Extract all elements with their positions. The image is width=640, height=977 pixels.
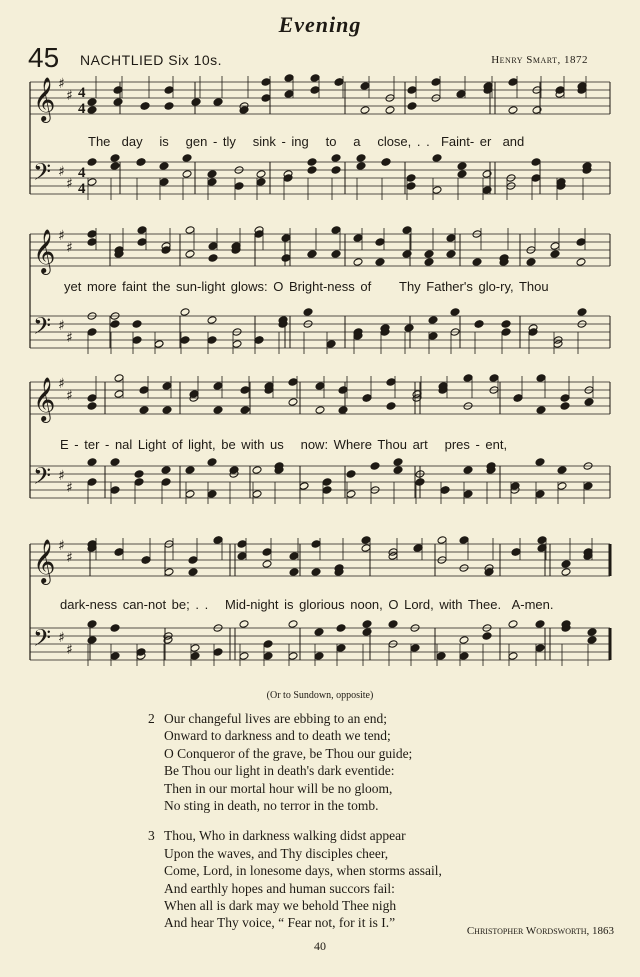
notehead [587, 628, 597, 637]
notehead [334, 78, 344, 87]
notehead [137, 226, 147, 235]
notehead [191, 98, 201, 107]
notehead [180, 336, 190, 345]
notehead [424, 250, 434, 259]
notehead [432, 186, 442, 195]
notehead [550, 242, 560, 251]
notehead [508, 78, 518, 87]
sharp-icon: ♯ [58, 538, 65, 554]
time-signature-top: 4 [78, 85, 86, 101]
time-signature-bottom: 4 [78, 181, 86, 197]
notehead [501, 320, 511, 329]
notehead [229, 466, 239, 475]
notehead [252, 490, 262, 499]
sharp-icon: ♯ [66, 480, 73, 496]
notehead [159, 162, 169, 171]
notehead [536, 374, 546, 383]
time-signature-top: 4 [78, 165, 86, 181]
sharp-icon: ♯ [58, 318, 65, 334]
notehead [508, 652, 518, 661]
notehead [472, 258, 482, 267]
notehead [360, 82, 370, 91]
notehead [263, 652, 273, 661]
notehead [311, 540, 321, 549]
notehead [110, 624, 120, 633]
notehead [407, 86, 417, 95]
notehead [338, 386, 348, 395]
notehead [356, 162, 366, 171]
notehead [110, 320, 120, 329]
notehead [413, 544, 423, 553]
notehead [326, 340, 336, 349]
lyric-line-3: E - ter - nal Light of light, be with us now: Where Thou art pres - ent, [60, 437, 508, 452]
alternate-tune-note: (Or to Sundown, opposite) [266, 690, 374, 701]
notehead [87, 402, 97, 411]
notehead [482, 632, 492, 641]
notehead [185, 250, 195, 259]
notehead [338, 406, 348, 415]
notehead [87, 178, 97, 187]
notehead [450, 308, 460, 317]
notehead [456, 90, 466, 99]
notehead [189, 390, 199, 399]
notehead [336, 644, 346, 653]
notehead [207, 178, 217, 187]
notehead [360, 106, 370, 115]
notehead [526, 258, 536, 267]
notehead [162, 382, 172, 391]
notehead [262, 548, 272, 557]
notehead [459, 536, 469, 545]
notehead [474, 320, 484, 329]
notehead [136, 648, 146, 657]
notehead [410, 644, 420, 653]
notehead [370, 462, 380, 471]
author-credit: Christopher Wordsworth, 1863 [466, 925, 614, 937]
notehead [353, 234, 363, 243]
treble-clef-icon: 𝄞 [33, 229, 56, 273]
notehead [263, 640, 273, 649]
lyric-line-2: yet more faint the sun-light glows: O Bright-ness of Thy Father's glo-ry, Thou [64, 279, 549, 294]
notehead [361, 536, 371, 545]
notehead [406, 174, 416, 183]
notehead [237, 540, 247, 549]
notehead [457, 170, 467, 179]
notehead [240, 386, 250, 395]
notehead [256, 178, 266, 187]
notehead [207, 316, 217, 325]
notehead [110, 486, 120, 495]
notehead [185, 466, 195, 475]
verse-line: And hear Thy voice, “ Fear not, for it is I.” [164, 915, 396, 931]
notehead [361, 544, 371, 553]
notehead [463, 466, 473, 475]
stanza-2 [150, 710, 442, 814]
sharp-icon: ♯ [66, 388, 73, 404]
time-signature-bottom: 4 [78, 101, 86, 117]
notehead [190, 652, 200, 661]
notehead [459, 652, 469, 661]
notehead [336, 624, 346, 633]
notehead [375, 258, 385, 267]
notehead [87, 328, 97, 337]
notehead [182, 154, 192, 163]
notehead [164, 568, 174, 577]
notehead [207, 490, 217, 499]
verse-line: Then in our mortal hour will be no gloom, [164, 780, 393, 796]
notehead [237, 552, 247, 561]
notehead [424, 258, 434, 267]
verse-line: Upon the waves, and Thy disciples cheer, [164, 845, 389, 861]
notehead [141, 556, 151, 565]
bass-clef-icon: 𝄢 [33, 312, 52, 345]
notehead [87, 238, 97, 247]
notehead [535, 490, 545, 499]
tune-name: NACHTLIED Six 10s. [80, 52, 223, 68]
notehead [356, 154, 366, 163]
notehead [234, 182, 244, 191]
verse-line: O Conqueror of the grave, be Thou our guide; [164, 745, 413, 761]
notehead [331, 166, 341, 175]
notehead [510, 482, 520, 491]
notehead [232, 340, 242, 349]
notehead [307, 250, 317, 259]
hymn-title: Evening [278, 12, 362, 37]
notehead [346, 470, 356, 479]
notehead [428, 316, 438, 325]
notehead [262, 560, 272, 569]
notehead [406, 182, 416, 191]
notehead [331, 226, 341, 235]
notehead [307, 166, 317, 175]
notehead [393, 458, 403, 467]
notehead [415, 478, 425, 487]
notehead [113, 98, 123, 107]
notehead [314, 652, 324, 661]
notehead [388, 552, 398, 561]
notehead [385, 106, 395, 115]
notehead [587, 636, 597, 645]
notehead [139, 386, 149, 395]
sharp-icon: ♯ [66, 642, 73, 658]
verses [150, 710, 442, 945]
sharp-icon: ♯ [58, 164, 65, 180]
notehead [114, 390, 124, 399]
notehead [288, 378, 298, 387]
notehead [315, 406, 325, 415]
notehead [161, 478, 171, 487]
notehead [386, 378, 396, 387]
notehead [87, 230, 97, 239]
notehead [110, 162, 120, 171]
notehead [550, 250, 560, 259]
notehead [110, 154, 120, 163]
notehead [393, 466, 403, 475]
notehead [87, 394, 97, 403]
notehead [284, 74, 294, 83]
notehead [381, 158, 391, 167]
notehead [457, 162, 467, 171]
treble-clef-icon: 𝄞 [33, 377, 56, 421]
notehead [431, 78, 441, 87]
notehead [531, 158, 541, 167]
notehead [561, 560, 571, 569]
notehead [139, 406, 149, 415]
notehead [446, 250, 456, 259]
notehead [508, 620, 518, 629]
notehead [353, 258, 363, 267]
notehead [87, 458, 97, 467]
bass-clef-icon: 𝄢 [33, 462, 52, 495]
notehead [188, 568, 198, 577]
notehead [87, 636, 97, 645]
sharp-icon: ♯ [66, 176, 73, 192]
notehead [513, 394, 523, 403]
notehead [288, 620, 298, 629]
notehead [388, 620, 398, 629]
stanza-3 [150, 827, 442, 931]
notehead [87, 98, 97, 107]
notehead [213, 406, 223, 415]
notehead [315, 382, 325, 391]
notehead [508, 106, 518, 115]
notehead [154, 340, 164, 349]
verse-line: Our changeful lives are ebbing to an end; [164, 711, 388, 726]
notehead [208, 254, 218, 263]
notehead [576, 238, 586, 247]
notehead [140, 102, 150, 111]
lyric-line-1: The day is gen - tly sink - ing to a close, . . Faint- er and [88, 134, 525, 149]
notehead [110, 458, 120, 467]
sharp-icon: ♯ [58, 76, 65, 92]
notehead [536, 406, 546, 415]
notehead [164, 86, 174, 95]
notehead [463, 490, 473, 499]
notehead [239, 620, 249, 629]
notehead [185, 490, 195, 499]
hymn-number: 45 [28, 42, 60, 73]
notehead [254, 336, 264, 345]
notehead [87, 478, 97, 487]
notehead [303, 308, 313, 317]
notehead [134, 478, 144, 487]
notehead [535, 458, 545, 467]
verse-line: Thou, Who in darkness walking didst appear [164, 828, 406, 844]
notehead [87, 106, 97, 115]
notehead [87, 158, 97, 167]
notehead [375, 238, 385, 247]
sharp-icon: ♯ [66, 240, 73, 256]
notehead [314, 628, 324, 637]
sharp-icon: ♯ [58, 376, 65, 392]
notehead [207, 458, 217, 467]
notehead [110, 652, 120, 661]
notehead [428, 332, 438, 341]
notehead [560, 402, 570, 411]
notehead [185, 226, 195, 235]
notehead [386, 402, 396, 411]
notehead [137, 238, 147, 247]
notehead [132, 336, 142, 345]
notehead [576, 258, 586, 267]
treble-clef-icon: 𝄞 [33, 77, 56, 121]
sharp-icon: ♯ [58, 630, 65, 646]
notehead [311, 568, 321, 577]
notehead [362, 620, 372, 629]
notehead [213, 648, 223, 657]
sharp-icon: ♯ [58, 228, 65, 244]
notehead [208, 242, 218, 251]
notehead [557, 466, 567, 475]
notehead [362, 394, 372, 403]
notehead [113, 86, 123, 95]
notehead [432, 154, 442, 163]
sharp-icon: ♯ [66, 88, 73, 104]
notehead [322, 478, 332, 487]
notehead [489, 374, 499, 383]
verse-line: No sting in death, no terror in the tomb. [164, 798, 379, 814]
notehead [190, 644, 200, 653]
stanza-number: 3 [148, 828, 155, 844]
notehead [162, 406, 172, 415]
notehead [213, 536, 223, 545]
notehead [207, 170, 217, 179]
notehead [180, 308, 190, 317]
notehead [501, 328, 511, 337]
notehead [407, 102, 417, 111]
bass-clef-icon: 𝄢 [33, 624, 52, 657]
notehead [299, 482, 309, 491]
notehead [261, 78, 271, 87]
notehead [484, 568, 494, 577]
notehead [331, 154, 341, 163]
notehead [281, 234, 291, 243]
notehead [114, 548, 124, 557]
notehead [463, 374, 473, 383]
notehead [437, 536, 447, 545]
notehead [577, 308, 587, 317]
notehead [331, 250, 341, 259]
notehead [114, 374, 124, 383]
stanza-number: 2 [148, 711, 155, 726]
notehead [310, 74, 320, 83]
notehead [240, 406, 250, 415]
notehead [446, 234, 456, 243]
notehead [256, 170, 266, 179]
notehead [557, 482, 567, 491]
notehead [310, 86, 320, 95]
lyric-line-4: dark-ness can-not be; . . Mid-night is glorious noon, O Lord, with Thee. A-men. [60, 597, 554, 612]
verse-line: Be Thou our light in death's dark eventide: [164, 763, 395, 779]
notehead [207, 336, 217, 345]
notehead [87, 620, 97, 629]
notehead [213, 382, 223, 391]
notehead [288, 652, 298, 661]
notehead [289, 568, 299, 577]
sharp-icon: ♯ [66, 550, 73, 566]
notehead [535, 644, 545, 653]
notehead [284, 90, 294, 99]
notehead [132, 320, 142, 329]
notehead [535, 620, 545, 629]
notehead [281, 254, 291, 263]
notehead [346, 490, 356, 499]
notehead [182, 170, 192, 179]
sharp-icon: ♯ [58, 468, 65, 484]
notehead [584, 398, 594, 407]
notehead [322, 486, 332, 495]
page-number: 40 [314, 939, 326, 953]
notehead [288, 398, 298, 407]
notehead [537, 536, 547, 545]
composer-credit: Henry Smart, 1872 [491, 54, 588, 66]
notehead [254, 230, 264, 239]
notehead [188, 556, 198, 565]
notehead [252, 466, 262, 475]
notehead [560, 394, 570, 403]
notehead [159, 178, 169, 187]
notehead [239, 652, 249, 661]
bass-clef-icon: 𝄢 [33, 158, 52, 191]
verse-line: Onward to darkness and to death we tend; [164, 728, 391, 744]
notehead [528, 328, 538, 337]
sharp-icon: ♯ [66, 330, 73, 346]
treble-clef-icon: 𝄞 [33, 539, 56, 583]
notehead [583, 482, 593, 491]
notehead [134, 470, 144, 479]
notehead [402, 226, 412, 235]
notehead [307, 158, 317, 167]
notehead [164, 102, 174, 111]
verse-line: And earthly hopes and human succors fail: [164, 880, 395, 896]
verse-line: When all is dark may we behold Thee nigh [164, 898, 397, 914]
notehead [459, 636, 469, 645]
verse-line: Come, Lord, in lonesome days, when storms assail, [164, 863, 442, 879]
notehead [289, 552, 299, 561]
notehead [261, 94, 271, 103]
notehead [531, 174, 541, 183]
notehead [561, 568, 571, 577]
notehead [161, 466, 171, 475]
notehead [136, 158, 146, 167]
